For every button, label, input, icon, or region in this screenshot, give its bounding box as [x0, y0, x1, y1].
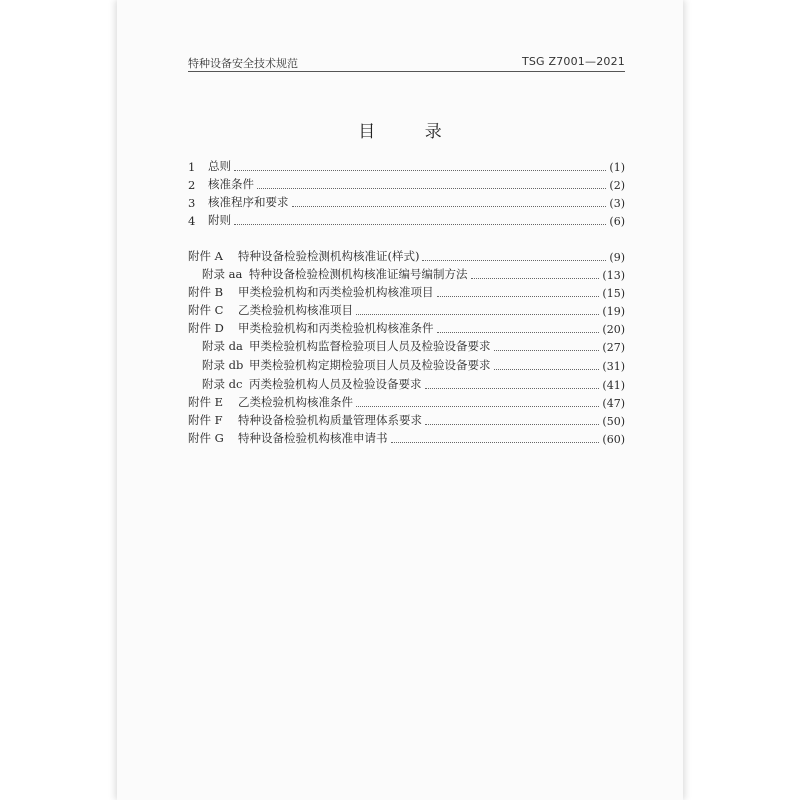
entry-title: 甲类检验机构定期检验项目人员及检验设备要求 [249, 358, 491, 372]
toc-entry-appendix-aa[interactable] [188, 264, 625, 282]
entry-page: (6) [609, 215, 625, 228]
entry-number: 附件 D [188, 321, 224, 335]
toc-entry-attachment-e[interactable] [188, 392, 625, 410]
toc-entry-attachment-f[interactable] [188, 410, 625, 428]
toc-entry-attachment-a[interactable] [188, 246, 625, 264]
toc-entry-chapter-3[interactable] [188, 192, 625, 210]
leader-dots [437, 332, 600, 333]
leader-dots [234, 170, 606, 171]
entry-number: 附件 G [188, 431, 224, 445]
entry-title: 特种设备检验检测机构核准证(样式) [238, 249, 420, 263]
toc-entry-attachment-d[interactable] [188, 318, 625, 336]
entry-number: 附录 aa [202, 267, 243, 281]
entry-number: 附件 B [188, 285, 224, 299]
toc-entry-chapter-4[interactable] [188, 210, 625, 228]
toc-entry-appendix-db[interactable] [188, 355, 625, 373]
entry-number: 1 [188, 160, 196, 174]
leader-dots [437, 296, 600, 297]
toc-entry-chapter-1[interactable] [188, 156, 625, 174]
leader-dots [356, 314, 599, 315]
entry-title: 附则 [208, 213, 231, 227]
entry-number: 附件 A [188, 249, 223, 263]
leader-dots [356, 406, 599, 407]
toc-entry-attachment-b[interactable] [188, 282, 625, 300]
toc-entry-appendix-dc[interactable] [188, 374, 625, 392]
toc-entry-appendix-da[interactable] [188, 336, 625, 354]
entry-title: 核准程序和要求 [208, 195, 289, 209]
leader-dots [494, 369, 600, 370]
leader-dots [391, 442, 600, 443]
entry-title: 总则 [208, 159, 231, 173]
entry-page: (60) [602, 433, 625, 446]
entry-title: 特种设备检验机构质量管理体系要求 [238, 413, 422, 427]
entry-number: 附录 db [202, 358, 244, 372]
leader-dots [292, 206, 607, 207]
entry-title: 甲类检验机构监督检验项目人员及检验设备要求 [249, 339, 491, 353]
entry-page: (47) [602, 397, 625, 410]
entry-title: 乙类检验机构核准条件 [238, 395, 353, 409]
entry-title: 特种设备检验检测机构核准证编号编制方法 [249, 267, 468, 281]
entry-title: 核准条件 [208, 177, 254, 191]
entry-page: (1) [609, 161, 625, 174]
entry-title: 丙类检验机构人员及检验设备要求 [249, 377, 422, 391]
toc-entry-attachment-c[interactable] [188, 300, 625, 318]
entry-number: 附件 F [188, 413, 223, 427]
toc-entry-attachment-g[interactable] [188, 428, 625, 446]
entry-page: (3) [609, 197, 625, 210]
entry-page: (19) [602, 305, 625, 318]
toc-entry-chapter-2[interactable] [188, 174, 625, 192]
entry-page: (2) [609, 179, 625, 192]
entry-number: 2 [188, 178, 196, 192]
entry-title: 乙类检验机构核准项目 [238, 303, 353, 317]
leader-dots [471, 278, 600, 279]
entry-page: (20) [602, 323, 625, 336]
toc-heading: 目 录 [358, 122, 464, 142]
entry-number: 4 [188, 214, 196, 228]
leader-dots [425, 388, 600, 389]
entry-title: 甲类检验机构和丙类检验机构核准条件 [238, 321, 434, 335]
entry-number: 附录 da [202, 339, 243, 353]
document-page [117, 0, 683, 800]
leader-dots [257, 188, 606, 189]
entry-page: (31) [602, 360, 625, 373]
entry-number: 附录 dc [202, 377, 243, 391]
leader-dots [494, 350, 600, 351]
entry-page: (41) [602, 379, 625, 392]
running-header-code: TSG Z7001—2021 [521, 55, 625, 68]
entry-number: 附件 E [188, 395, 224, 409]
leader-dots [425, 424, 599, 425]
entry-number: 3 [188, 196, 196, 210]
running-header-title: 特种设备安全技术规范 [188, 57, 298, 70]
entry-title: 特种设备检验机构核准申请书 [238, 431, 388, 445]
entry-page: (9) [609, 251, 625, 264]
entry-page: (27) [602, 341, 625, 354]
leader-dots [234, 224, 606, 225]
header-divider [188, 71, 625, 72]
entry-page: (13) [602, 269, 625, 282]
entry-number: 附件 C [188, 303, 224, 317]
entry-title: 甲类检验机构和丙类检验机构核准项目 [238, 285, 434, 299]
leader-dots [422, 260, 606, 261]
entry-page: (50) [602, 415, 625, 428]
entry-page: (15) [602, 287, 625, 300]
